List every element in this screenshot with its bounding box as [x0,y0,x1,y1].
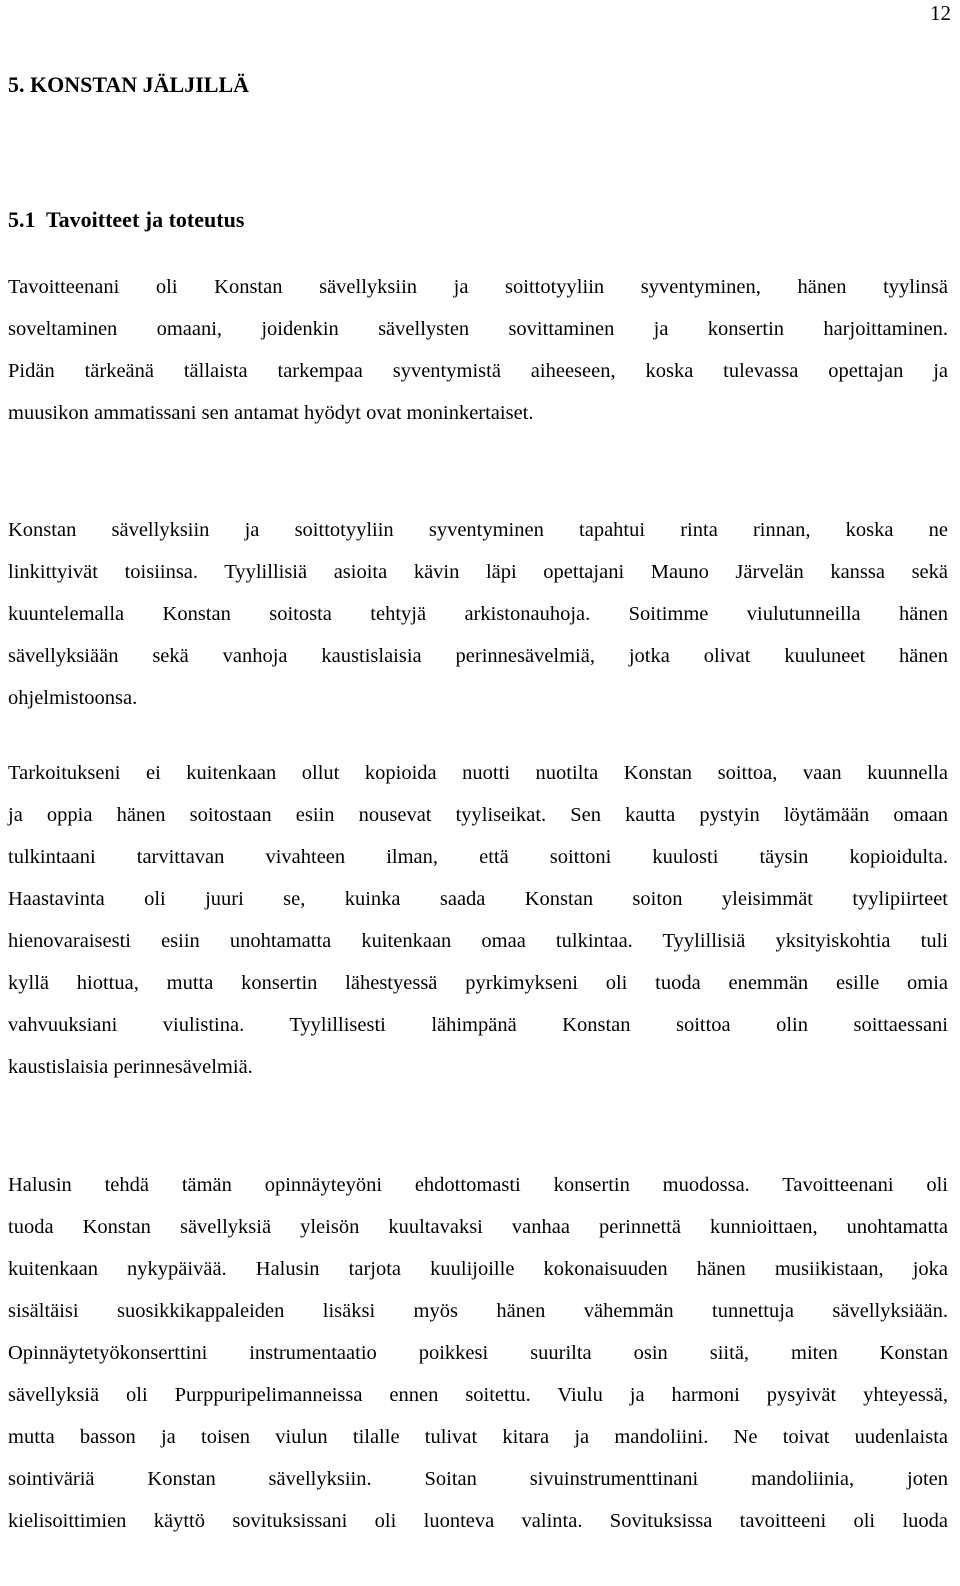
paragraph-line: tulkintaani tarvittavan vivahteen ilman, että soittoni kuulosti täysin kopioidulta. [8,846,948,868]
paragraph-line: sävellyksiä oli Purppuripelimanneissa ennen soitettu. Viulu ja harmoni pysyivät yhteyessä, [8,1384,948,1406]
chapter-heading: 5. KONSTAN JÄLJILLÄ [8,72,250,97]
paragraph-line: Opinnäytetyökonserttini instrumentaatio poikkesi suurilta osin siitä, miten Konstan [8,1342,948,1364]
paragraph-line: sävellyksiään sekä vanhoja kaustislaisia perinnesävelmiä, jotka olivat kuuluneet hänen [8,645,948,667]
paragraph-line: Tavoitteenani oli Konstan sävellyksiin ja soittotyyliin syventyminen, hänen tyylinsä [8,276,948,298]
paragraph-line: linkittyivät toisiinsa. Tyylillisiä asioita kävin läpi opettajani Mauno Järvelän kanssa sekä [8,561,948,583]
paragraph-line: Halusin tehdä tämän opinnäyteyöni ehdottomasti konsertin muodossa. Tavoitteenani oli [8,1174,948,1196]
page-number: 12 [930,1,951,25]
paragraph-line: mutta basson ja toisen viulun tilalle tulivat kitara ja mandoliini. Ne toivat uudenlaista [8,1426,948,1448]
paragraph-style-study [8,509,948,719]
paragraph-line: Pidän tärkeänä tällaista tarkempaa syventymistä aiheeseen, koska tulevassa opettajan ja [8,360,948,382]
paragraph-concert [8,1164,948,1542]
paragraph-line: kuitenkaan nykypäivää. Halusin tarjota kuulijoille kokonaisuuden hänen musiikistaan, joka [8,1258,948,1280]
section-heading [8,207,244,233]
paragraph-line: kaustislaisia perinnesävelmiä. [8,1056,253,1078]
paragraph-line: vahvuuksiani viulistina. Tyylillisesti lähimpänä Konstan soittoa olin soittaessani [8,1014,948,1036]
paragraph-line: kyllä hiottua, mutta konsertin lähestyessä pyrkimykseni oli tuoda enemmän esille omia [8,972,948,994]
section-number: 5.1 [8,207,36,232]
paragraph-line: kuuntelemalla Konstan soitosta tehtyjä arkistonauhoja. Soitimme viulutunneilla hänen [8,603,948,625]
paragraph-line: muusikon ammatissani sen antamat hyödyt ovat moninkertaiset. [8,402,534,424]
paragraph-line: hienovaraisesti esiin unohtamatta kuitenkaan omaa tulkintaa. Tyylillisiä yksityiskohtia tuli [8,930,948,952]
paragraph-line: tuoda Konstan sävellyksiä yleisön kuultavaksi vanhaa perinnettä kunnioittaen, unohtamatta [8,1216,948,1238]
section-title: Tavoitteet ja toteutus [46,207,245,232]
paragraph-line: soveltaminen omaani, joidenkin sävellysten sovittaminen ja konsertin harjoittaminen. [8,318,948,340]
paragraph-interpretation [8,752,948,1088]
paragraph-line: Konstan sävellyksiin ja soittotyyliin syventyminen tapahtui rinta rinnan, koska ne [8,519,948,541]
paragraph-line: ja oppia hänen soitostaan esiin nousevat tyyliseikat. Sen kautta pystyin löytämään omaan [8,804,948,826]
paragraph-line: Haastavinta oli juuri se, kuinka saada Konstan soiton yleisimmät tyylipiirteet [8,888,948,910]
paragraph-line: ohjelmistoonsa. [8,687,138,709]
paragraph-goals [8,266,948,434]
paragraph-line: sisältäisi suosikkikappaleiden lisäksi myös hänen vähemmän tunnettuja sävellyksiään. [8,1300,948,1322]
paragraph-line: Tarkoitukseni ei kuitenkaan ollut kopioida nuotti nuotilta Konstan soittoa, vaan kuunnella [8,762,948,784]
paragraph-line: kielisoittimien käyttö sovituksissani oli luonteva valinta. Sovituksissa tavoitteeni oli luoda [8,1510,948,1532]
paragraph-line: sointiväriä Konstan sävellyksiin. Soitan sivuinstrumenttinani mandoliinia, joten [8,1468,948,1490]
